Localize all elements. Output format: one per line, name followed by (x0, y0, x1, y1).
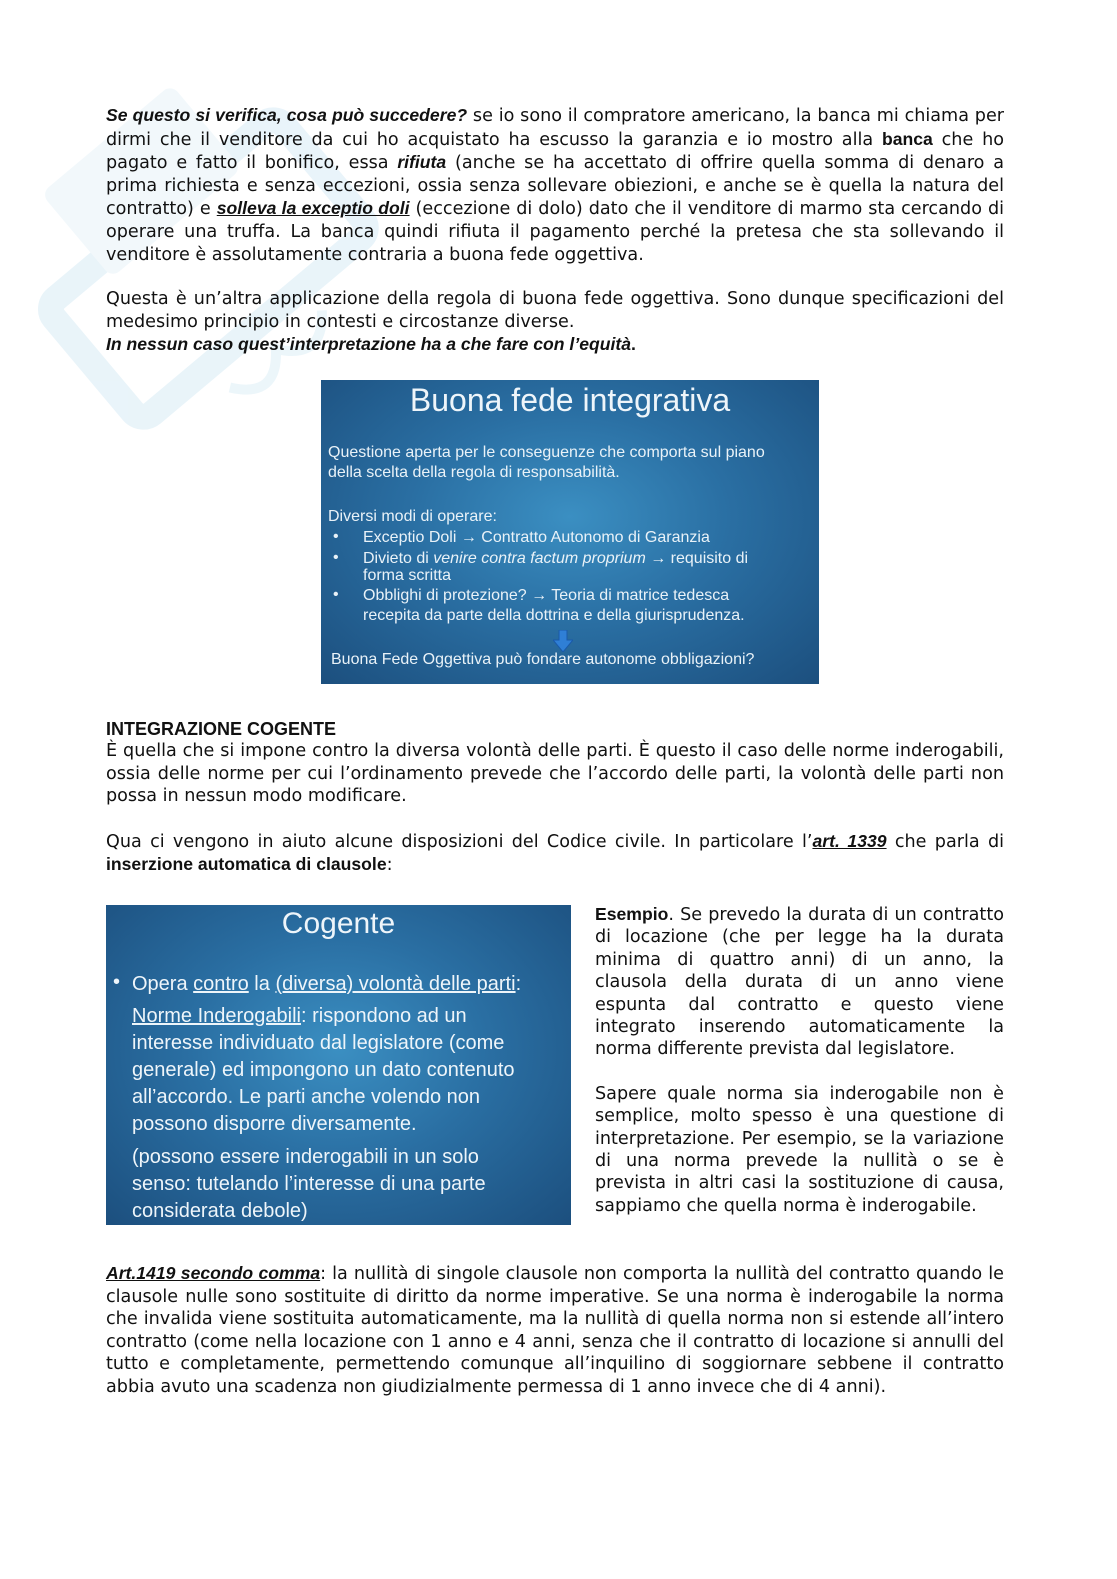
bullet: • (113, 971, 121, 993)
arrow-down-icon (553, 630, 573, 652)
esempio-label: Esempio (595, 904, 669, 924)
paragraph-cogente: È quella che si impone contro la diversa volontà delle parti. È questo il caso delle norme inderogabili, ossia delle norme per cui l’ordinamento prevede che l’accordo delle parti, la volontà delle parti non possa in nessun modo modificare. (106, 741, 1004, 807)
paragraph-buona-fede: Questa è un’altra applicazione della regola di buona fede oggettiva. Sono dunque specificazioni del medesimo principio in contesti e circostanze diverse. In nessun caso quest’interpretazione ha a che fare con l’equità. (106, 289, 1004, 355)
slide-conclusion: Buona Fede Oggettiva può fondare autonome obbligazioni? (331, 651, 755, 668)
art-1339-ref: art. 1339 (812, 830, 887, 851)
paragraph-art1339: Qua ci vengono in aiuto alcune disposizioni del Codice civile. In particolare l’art. 1339 che parla di inserzione automatica di clausole: (106, 830, 1004, 876)
section-heading: INTEGRAZIONE COGENTE (106, 719, 337, 739)
slide-title: Cogente (281, 907, 396, 940)
bullet: • (333, 528, 339, 545)
paragraph-exceptio: Se questo si verifica, cosa può succedere? se io sono il compratore americano, la banca mi chiama per dirmi che il venditore da cui ho acquistato ha escusso la garanzia e io mostro alla banca che ho pagato e fatto il bonifico, essa rifiuta (anche se ha accettato di offrire quella somma di denaro a prima richiesta e senza eccezioni, ossia senza sollevare obiezioni, e anche se è quella la natura del contratto) e solleva la exceptio doli (eccezione di dolo) dato che il venditore di marmo sta cercando di operare una truffa. La banca quindi rifiuta il pagamento perché la pretesa che sta sollevando il venditore è assolutamente contraria a buona fede oggettiva. (106, 105, 1005, 265)
slide-title: Buona fede integrativa (409, 382, 731, 418)
paragraph-art1419: Art.1419 secondo comma: la nullità di singole clausole non comporta la nullità del contratto quando le clausole nulle sono sostituite di diritto da norme imperative. Se una norma è inderogabile la norma che invalida viene sostituita automaticamente, ma la nullità di quella norma non si estende all’intero contratto (come nella locazione con 1 anno e 4 anni, senza che il contratto di locazione si annulli del tutto e completamente, permettendo comunque all’inquilino di soggiornare sebbene il contratto abbia avuto una scadenza non giudizialmente permessa di 1 anno invece che di 4 anni). (106, 1263, 1004, 1397)
paragraph-esempio: Esempio. Se prevedo la durata di un contratto di locazione (che per legge ha la durata minima di quattro anni) di un anno, la clausola della durata di un anno viene espunta dal contratto e questo viene integrato inserendo automaticamente la norma differente prevista dal legislatore. (595, 904, 1004, 1060)
equita-emphasis: In nessun caso quest’interpretazione ha a che fare con l’equità (106, 334, 632, 355)
bullet: • (333, 549, 339, 566)
paragraph-inderogabile: Sapere quale norma sia inderogabile non è semplice, molto spesso è una questione di interpretazione. Per esempio, se la variazione di una norma prevede la nullità o se è prevista in altri casi la sostituzione di causa, sappiamo che quella norma è inderogabile. (595, 1083, 1004, 1216)
slide-cogente: Cogente • Opera contro la (diversa) volontà delle parti: Norme Inderogabili: rispondono ad un interesse individuato dal legislatore (come generale) ed impongono un dato contenuto all’accordo. Le parti anche volendo non possono disporre diversamente. (possono essere inderogabili in un solo senso: tutelando l’interesse di una parte considerata debole) (106, 905, 571, 1225)
lead-question: Se questo si verifica, cosa può succedere? (106, 105, 468, 125)
art-1419-ref: Art.1419 secondo comma (106, 1263, 321, 1283)
exceptio-doli-term: solleva la exceptio doli (216, 198, 410, 219)
bullet: • (333, 586, 339, 603)
slide-buona-fede-integrativa: Buona fede integrativa Questione aperta per le conseguenze che comporta sul piano della scelta della regola di responsabilità. Diversi modi di operare: • Exceptio Doli → Contratto Autonomo di Garanzia • Divieto di venire contra factum proprium → requisito di forma scritta • Obblighi di protezione? → Teoria di matrice tedesca recepita da parte della dottrina e della giurisprudenza. Buona Fede Oggettiva può fondare autonome obbligazioni? (321, 380, 819, 684)
